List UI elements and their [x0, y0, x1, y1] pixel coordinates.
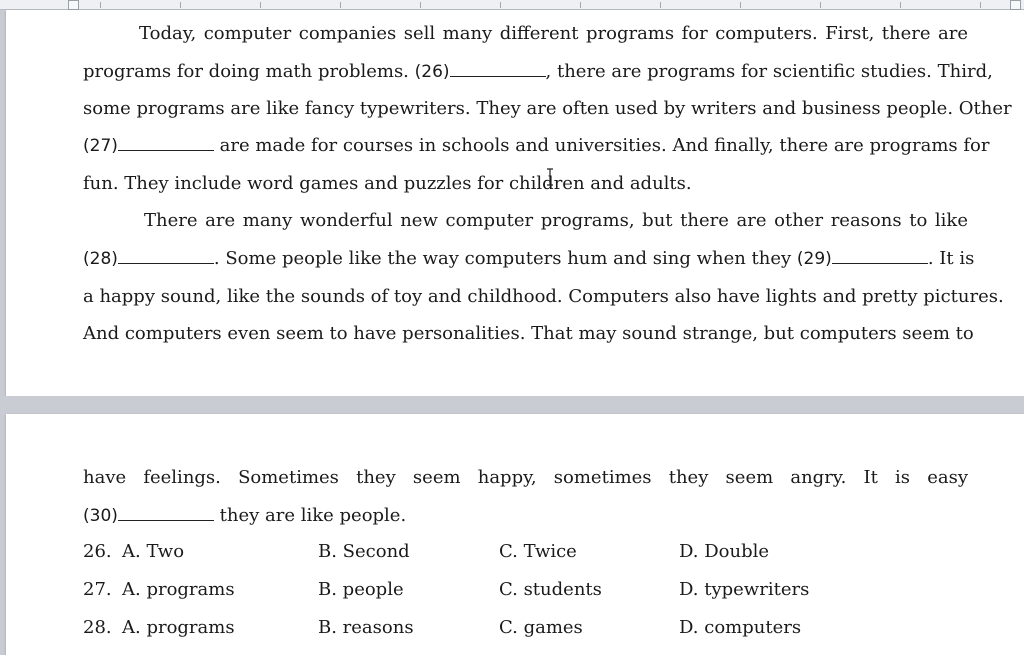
indent-marker[interactable] — [68, 0, 79, 10]
text-line: And computers even seem to have personalities. That may sound strange, but computers seem to — [83, 323, 974, 344]
ruler-tick — [100, 2, 101, 8]
text-line: have feelings. Sometimes they seem happy, sometimes they seem angry. It is easy — [83, 467, 968, 488]
option-d: D. computers — [679, 617, 802, 638]
text-line: (28) . Some people like the way computers hum and sing when they (29) . It is — [83, 248, 975, 269]
ruler-tick — [260, 2, 261, 8]
text-line: There are many wonderful new computer programs, but there are other reasons to like — [144, 210, 968, 231]
ruler-tick — [180, 2, 181, 8]
question-number: 28. — [83, 617, 112, 638]
right-margin-marker[interactable] — [1010, 0, 1021, 10]
option-b: B. reasons — [318, 617, 414, 638]
document-page-2[interactable] — [6, 414, 1024, 655]
ruler-tick — [340, 2, 341, 8]
document-page-1[interactable] — [6, 10, 1024, 396]
question-number: 27. — [83, 579, 112, 600]
ruler-tick — [580, 2, 581, 8]
text-line: fun. They include word games and puzzles for children and adults. — [83, 173, 692, 194]
ruler-tick — [420, 2, 421, 8]
answer-blank-26 — [450, 62, 546, 77]
option-d: D. typewriters — [679, 579, 810, 600]
option-a: A. programs — [122, 617, 235, 638]
option-b: B. people — [318, 579, 404, 600]
option-d: D. Double — [679, 541, 770, 562]
text-cursor-icon — [546, 168, 554, 186]
answer-blank-29 — [832, 249, 928, 264]
text-line: (30) they are like people. — [83, 505, 407, 526]
ruler-tick — [500, 2, 501, 8]
ruler-tick — [900, 2, 901, 8]
ruler-tick — [660, 2, 661, 8]
answer-blank-30 — [118, 506, 214, 521]
ruler-tick — [980, 2, 981, 8]
answer-blank-28 — [118, 249, 214, 264]
text-line: a happy sound, like the sounds of toy and childhood. Computers also have lights and pretty pictures. — [83, 286, 1004, 307]
horizontal-ruler[interactable] — [0, 0, 1024, 10]
ruler-tick — [740, 2, 741, 8]
option-c: C. Twice — [499, 541, 577, 562]
page-gap — [0, 396, 1024, 414]
option-c: C. students — [499, 579, 602, 600]
ruler-tick — [820, 2, 821, 8]
text-line: (27) are made for courses in schools and universities. And finally, there are programs for — [83, 135, 990, 156]
text-line: some programs are like fancy typewriters. They are often used by writers and business people. Other — [83, 98, 1012, 119]
text-line: Today, computer companies sell many different programs for computers. First, there are — [139, 23, 968, 44]
option-a: A. Two — [122, 541, 185, 562]
text-line: programs for doing math problems. (26) , there are programs for scientific studies. Third, — [83, 61, 993, 82]
question-number: 26. — [83, 541, 112, 562]
option-a: A. programs — [122, 579, 235, 600]
option-c: C. games — [499, 617, 583, 638]
option-b: B. Second — [318, 541, 410, 562]
answer-blank-27 — [118, 136, 214, 151]
